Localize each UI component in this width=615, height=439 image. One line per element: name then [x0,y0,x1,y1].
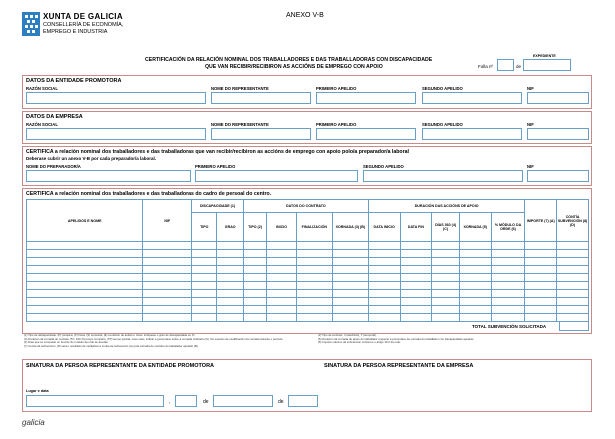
table-cell[interactable] [27,274,143,282]
col-grao: GRAO [217,213,243,242]
promotora-rep-field[interactable] [211,92,311,104]
table-cell[interactable] [143,250,192,258]
table-cell[interactable] [332,306,368,314]
empresa-nif-field[interactable] [527,128,589,140]
table-cell[interactable] [432,314,460,322]
table-cell[interactable] [27,250,143,258]
table-cell[interactable] [332,290,368,298]
table-cell[interactable] [491,282,525,290]
note-4: (4) Días que se computan en función do módulo da orde de axudas. [24,340,109,345]
preparador-nome-label: NOME DO PREPARADOR/A [26,164,81,169]
table-cell[interactable] [267,266,297,274]
table-cell[interactable] [27,314,143,322]
table-cell[interactable] [143,306,192,314]
table-cell[interactable] [557,290,589,298]
table-cell[interactable] [243,298,266,306]
preparador-nif-field[interactable] [527,170,589,182]
table-cell[interactable] [217,242,243,250]
de2-label: de [278,399,284,405]
table-cell[interactable] [332,258,368,266]
table-cell[interactable] [243,258,266,266]
promotora-ap2-label: SEGUNDO APELIDO [422,86,463,91]
dept-line1: CONSELLERÍA DE ECONOMÍA, [43,22,124,28]
table-cell[interactable] [192,266,217,274]
table-cell[interactable] [557,306,589,314]
empresa-nif-label: NIF [527,122,534,127]
table-cell[interactable] [332,298,368,306]
table-cell[interactable] [491,290,525,298]
col-nif: NIF [143,200,192,242]
table-cell[interactable] [459,266,491,274]
grp-contrato: DATOS DO CONTRATO [243,200,368,213]
table-cell[interactable] [432,290,460,298]
promotora-rep-label: NOME DO REPRESENTANTE [211,86,269,91]
total-label: TOTAL SUBVENCIÓN SOLICITADA [472,324,547,329]
table-cell[interactable] [491,266,525,274]
table-cell[interactable] [432,242,460,250]
note-6: (6) Importe máximo da subvención conforme o artigo 19.2 da orde. [318,340,401,345]
table-cell[interactable] [525,258,557,266]
table-cell[interactable] [368,306,400,314]
preparador-ap2-label: SEGUNDO APELIDO [363,164,404,169]
table-cell[interactable] [27,306,143,314]
table-cell[interactable] [296,282,332,290]
table-cell[interactable] [400,266,432,274]
table-cell[interactable] [557,250,589,258]
table-cell[interactable] [332,274,368,282]
note-5: (5) Duración da xornada de apoio do traballador respecto á porcentaxe de xornada do traballador con discapacidade apoiado. [318,336,475,341]
table-cell[interactable] [143,290,192,298]
table-cell[interactable] [459,250,491,258]
table-cell[interactable] [296,314,332,322]
table-cell[interactable] [192,290,217,298]
table-cell[interactable] [243,290,266,298]
table-cell[interactable] [143,242,192,250]
table-cell[interactable] [27,298,143,306]
persoal-title: CERTIFICA a relación nominal dos traballadores e das traballadoras do cadro de persoal do centro. [26,191,272,197]
notes-right [318,334,590,345]
table-cell[interactable] [491,242,525,250]
promotora-ap1-field[interactable] [316,92,416,104]
table-cell[interactable] [400,242,432,250]
galicia-logo-text: galicia [22,418,45,427]
table-cell[interactable] [27,242,143,250]
table-cell[interactable] [368,314,400,322]
table-cell[interactable] [27,258,143,266]
preparador-section [22,146,592,186]
table-cell[interactable] [27,290,143,298]
preparador-nome-field[interactable] [26,170,191,182]
preparador-ap2-field[interactable] [363,170,523,182]
table-cell[interactable] [267,306,297,314]
table-cell[interactable] [459,314,491,322]
table-cell[interactable] [459,242,491,250]
table-cell[interactable] [432,298,460,306]
table-cell[interactable] [267,290,297,298]
preparador-ap1-label: PRIMEIRO APELIDO [195,164,236,169]
table-cell[interactable] [400,298,432,306]
table-cell[interactable] [296,242,332,250]
table-cell[interactable] [143,298,192,306]
table-cell[interactable] [400,306,432,314]
table-cell[interactable] [27,282,143,290]
grp-discapacidade: DISCAPACIDADE (1) [192,200,244,213]
empresa-ap2-field[interactable] [422,128,522,140]
month-field[interactable] [213,395,273,407]
folla-de-label: de [516,64,522,69]
lugar-field[interactable] [26,395,164,407]
table-row [27,290,589,298]
table-cell[interactable] [525,290,557,298]
cert-title-line2: QUE VAN RECIBIR/RECIBIRON AS ACCIÓNS DE EMPREGO CON APOIO [205,64,383,70]
table-cell[interactable] [525,266,557,274]
table-cell[interactable] [525,298,557,306]
table-cell[interactable] [243,242,266,250]
table-cell[interactable] [217,290,243,298]
table-row [27,242,589,250]
cert-title-line1: CERTIFICACIÓN DA RELACIÓN NOMINAL DOS TRABALLADORES E DAS TRABALLADORAS CON DISCAPACIDADE [145,57,433,63]
table-cell[interactable] [296,274,332,282]
table-cell[interactable] [491,250,525,258]
year-field[interactable] [288,395,318,407]
table-row [27,258,589,266]
de1-label: de [203,399,209,405]
logo-text: XUNTA DE GALICIA [43,12,123,21]
table-cell[interactable] [217,282,243,290]
table-cell[interactable] [459,298,491,306]
galicia-logo [22,418,45,427]
table-cell[interactable] [267,242,297,250]
table-cell[interactable] [368,242,400,250]
promotora-razon-label: RAZÓN SOCIAL [26,86,58,91]
total-field[interactable] [559,321,589,331]
table-cell[interactable] [368,274,400,282]
empresa-section [22,111,592,144]
grp-duracion: DURACIÓN DAS ACCIÓNS DE APOIO [368,200,525,213]
table-cell[interactable] [368,250,400,258]
table-cell[interactable] [143,266,192,274]
promotora-ap2-field[interactable] [422,92,522,104]
table-cell[interactable] [296,290,332,298]
table-cell[interactable] [243,314,266,322]
table-cell[interactable] [525,274,557,282]
table-cell[interactable] [332,242,368,250]
table-row [27,282,589,290]
table-row [27,266,589,274]
col-tipo2: TIPO (2) [243,213,266,242]
persoal-table [26,199,589,322]
table-cell[interactable] [459,282,491,290]
table-cell[interactable] [557,298,589,306]
col-tipo: TIPO [192,213,217,242]
table-cell[interactable] [267,274,297,282]
table-cell[interactable] [432,250,460,258]
note-7: (7) Contía da subvención: (D) será o resultado de multiplicar a contía de subvención (A) pola xornada de contrato do traballador apoiado (B). [24,343,199,348]
expediente-field[interactable] [523,59,571,71]
table-cell[interactable] [192,314,217,322]
empresa-razon-field[interactable] [26,128,206,140]
table-cell[interactable] [557,258,589,266]
col-modulo: % MÓDULO DA ORDE (6) [491,213,525,242]
table-cell[interactable] [267,314,297,322]
table-cell[interactable] [432,306,460,314]
preparador-nif-label: NIF [527,164,534,169]
table-row [27,298,589,306]
col-data-inicio: DATA INICIO [368,213,400,242]
table-cell[interactable] [525,282,557,290]
table-cell[interactable] [296,298,332,306]
sig-empresa-label: SINATURA DA PERSOA REPRESENTANTE DA EMPRESA [324,363,474,369]
empresa-title: DATOS DA EMPRESA [26,114,83,120]
empresa-rep-label: NOME DO REPRESENTANTE [211,122,269,127]
col-xornada2: XORNADA (5) [459,213,491,242]
folla-label: Folla nº [478,64,494,69]
expediente-label: EXPEDIENTE [533,54,556,58]
col-finalizacion: FINALIZACIÓN [296,213,332,242]
comma-label: , [169,399,171,405]
table-cell[interactable] [432,258,460,266]
table-cell[interactable] [217,314,243,322]
empresa-razon-label: RAZÓN SOCIAL [26,122,58,127]
table-cell[interactable] [192,282,217,290]
table-cell[interactable] [557,242,589,250]
table-cell[interactable] [296,266,332,274]
table-cell[interactable] [243,250,266,258]
table-cell[interactable] [27,266,143,274]
table-cell[interactable] [459,290,491,298]
table-cell[interactable] [143,314,192,322]
signature-section [22,359,592,412]
table-cell[interactable] [217,298,243,306]
table-row [27,314,589,322]
table-cell[interactable] [400,290,432,298]
table-cell[interactable] [432,274,460,282]
lugar-label: Lugar e data [26,389,49,393]
table-cell[interactable] [491,306,525,314]
table-cell[interactable] [525,250,557,258]
table-cell[interactable] [368,282,400,290]
persoal-section [22,188,592,334]
table-cell[interactable] [192,250,217,258]
table-cell[interactable] [217,274,243,282]
promotora-nif-field[interactable] [527,92,589,104]
note-2: (2) Tipo de contrato: I (indefinido), T (temporal). [318,333,377,337]
table-cell[interactable] [368,290,400,298]
table-cell[interactable] [192,242,217,250]
promotora-section [22,75,592,109]
table-cell[interactable] [432,266,460,274]
promotora-title: DATOS DA ENTIDADE PROMOTORA [26,78,122,84]
table-cell[interactable] [243,282,266,290]
table-cell[interactable] [267,298,297,306]
table-cell[interactable] [400,274,432,282]
table-cell[interactable] [192,274,217,282]
table-cell[interactable] [192,306,217,314]
col-apelidos: APELIDOS E NOME [27,200,143,242]
col-contia: CONTÍA SUBVENCIÓN (8) (D) [557,200,589,242]
promotora-nif-label: NIF [527,86,534,91]
table-cell[interactable] [217,266,243,274]
folla-number-field[interactable] [497,59,514,71]
dept-line2: EMPREGO E INDUSTRIA [43,29,108,35]
table-cell[interactable] [491,258,525,266]
note-1: (1) Tipo de discapacidade: (P) psíquica, (F) física, (S) sensorial, (E) condición de autismo. Grao: indíquese o grao de discapacidade en %. [24,333,196,337]
table-cell[interactable] [267,258,297,266]
table-cell[interactable] [296,258,332,266]
empresa-ap1-field[interactable] [316,128,416,140]
table-cell[interactable] [525,306,557,314]
table-cell[interactable] [557,282,589,290]
table-cell[interactable] [217,306,243,314]
table-cell[interactable] [491,314,525,322]
preparador-subtitle: Deberase cubrir un anexo V-B por cada preparador/a laboral. [26,156,157,161]
col-dias: DÍAS 360 (4) (C) [432,213,460,242]
table-cell[interactable] [400,282,432,290]
table-cell[interactable] [332,250,368,258]
col-data-fin: DATA FIN [400,213,432,242]
table-cell[interactable] [557,266,589,274]
table-cell[interactable] [459,306,491,314]
table-cell[interactable] [557,274,589,282]
table-cell[interactable] [243,274,266,282]
empresa-rep-field[interactable] [211,128,311,140]
sig-promotora-label: SINATURA DA PERSOA REPRESENTANTE DA ENTIDADE PROMOTORA [26,363,215,369]
promotora-razon-field[interactable] [26,92,206,104]
col-xornada: XORNADA (3) (B) [332,213,368,242]
table-cell[interactable] [192,298,217,306]
empresa-ap1-label: PRIMEIRO APELIDO [316,122,357,127]
table-cell[interactable] [400,250,432,258]
table-cell[interactable] [332,266,368,274]
preparador-title: CERTIFICA a relación nominal dos traballadores e das traballadoras que van recibir/recibiron as accións de emprego con apoio polo/a preparador/a laboral [26,149,409,155]
table-cell[interactable] [491,298,525,306]
preparador-ap1-field[interactable] [195,170,358,182]
table-cell[interactable] [192,258,217,266]
table-row [27,250,589,258]
table-cell[interactable] [143,282,192,290]
promotora-ap1-label: PRIMEIRO APELIDO [316,86,357,91]
table-cell[interactable] [143,274,192,282]
table-cell[interactable] [459,274,491,282]
col-inicio: INICIO [267,213,297,242]
note-3: (3) Duración da xornada do contrato (TC: 100 %) tempo completo, (TP) tempo parcial, nese caso, indicar a porcentaxe sobre a xornada ordinaria (%). No suposto de modificación da xornada durante o período. [24,336,284,341]
table-cell[interactable] [368,298,400,306]
col-importe: IMPORTE (7) (A) [525,200,557,242]
table-cell[interactable] [332,282,368,290]
table-cell[interactable] [525,314,557,322]
day-field[interactable] [175,395,197,407]
table-cell[interactable] [296,306,332,314]
table-cell[interactable] [368,258,400,266]
empresa-ap2-label: SEGUNDO APELIDO [422,122,463,127]
table-cell[interactable] [243,266,266,274]
table-cell[interactable] [296,250,332,258]
table-row [27,274,589,282]
table-cell[interactable] [217,258,243,266]
table-cell[interactable] [143,258,192,266]
annex-title: ANEXO V-B [286,12,324,19]
notes-left [24,334,314,348]
table-cell[interactable] [491,274,525,282]
table-cell[interactable] [525,242,557,250]
table-cell[interactable] [243,306,266,314]
table-cell[interactable] [432,282,460,290]
table-cell[interactable] [368,266,400,274]
table-cell[interactable] [400,258,432,266]
xunta-logo-icon [22,12,40,36]
table-cell[interactable] [400,314,432,322]
table-cell[interactable] [267,282,297,290]
table-cell[interactable] [217,250,243,258]
table-cell[interactable] [459,258,491,266]
table-cell[interactable] [267,250,297,258]
table-cell[interactable] [332,314,368,322]
table-row [27,306,589,314]
